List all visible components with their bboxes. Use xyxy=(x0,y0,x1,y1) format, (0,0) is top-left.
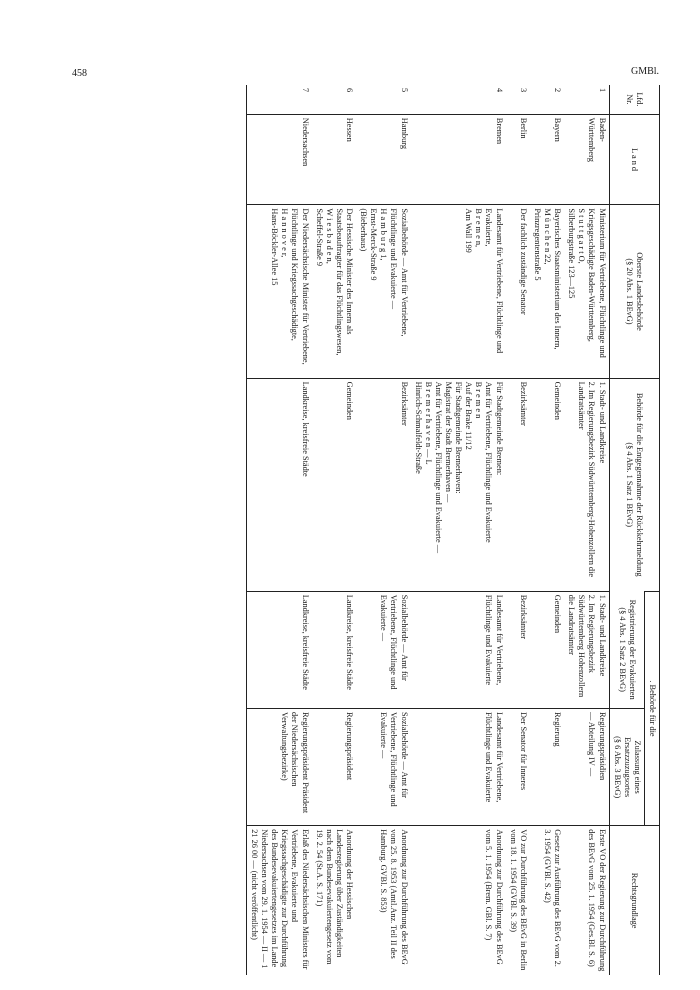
cell-zulassung: Regierungspräsident xyxy=(312,709,356,826)
cell-entgegen: Bezirksämter xyxy=(356,378,411,591)
header-oberste-landesbehoerde: Oberste Landesbehörde (§ 20 Abs. 1 BEvG) xyxy=(609,205,659,378)
header-rechtsgrundlage: Rechtsgrundlage xyxy=(609,826,659,975)
cell-rechtsgrundlage: Erste VO der Regierung zur Durchführung des BEvG vom 25. 1. 1954 (Ges.Bl. S. 6) xyxy=(564,826,609,975)
cell-rechtsgrundlage: VO zur Durchführung des BEvG in Berlin vom 18. 1. 1954 (GVBl. S. 39) xyxy=(506,826,530,975)
cell-land: Hessen xyxy=(312,114,356,205)
cell-entgegen: Landkreise, kreisfreie Städte xyxy=(246,378,311,591)
page-number: 458 xyxy=(72,68,87,79)
table-row xyxy=(356,85,411,975)
table-header xyxy=(609,85,659,975)
table-row xyxy=(246,85,311,975)
cell-zulassung: Regierung xyxy=(530,709,564,826)
cell-entgegen: Gemeinden xyxy=(312,378,356,591)
cell-zulassung: Regierungspräsidien — Abteilung IV — xyxy=(564,709,609,826)
table-row xyxy=(506,85,530,975)
cell-land: Bayern xyxy=(530,114,564,205)
cell-registrierung: Landesamt für Vertriebene, Flüchtlinge und Evakuierte xyxy=(411,591,506,708)
cell-rechtsgrundlage: Anordnung zur Durchführung des BEvG vom 5. 1. 1954 (Brem. GBl. S. 7) xyxy=(411,826,506,975)
table-row xyxy=(564,85,609,975)
cell-zulassung: Der Senator für Inneres xyxy=(506,709,530,826)
journal-abbreviation: GMBl. xyxy=(631,66,660,77)
cell-nr: 4 xyxy=(494,88,504,93)
cell-rechtsgrundlage: Anordnung der Hessischen Landesregierung über Zuständigkeiten nach dem Bundesevakuiertengesetz vom 19. 2. 54 (St.A. S. 171) xyxy=(312,826,356,975)
cell-nr: 5 xyxy=(399,88,409,93)
cell-registrierung: Sozialbehörde — Amt für Vertriebene, Flüchtlinge und Evakuierte — xyxy=(356,591,411,708)
cell-rechtsgrundlage: Anordnung zur Durchführung des BEvG vom 25. 8. 1953 (Amtl.Anz. Teil II des Hamburg. GVBl. S. 853) xyxy=(356,826,411,975)
cell-zulassung: Regierungspräsident Präsident der Niedersächsischen Verwaltungsbezirke) xyxy=(246,709,311,826)
cell-registrierung: Bezirksämter xyxy=(506,591,530,708)
header-land: L a n d xyxy=(609,114,659,205)
cell-nr: 3 xyxy=(518,88,528,93)
authorities-table xyxy=(246,85,660,975)
cell-zulassung: Landesamt für Vertriebene, Flüchtlinge und Evakuierte xyxy=(411,709,506,826)
header-behoerde-fuer-die: . Behörde für die xyxy=(644,591,659,825)
cell-rechtsgrundlage: Erlaß des Niedersächsischen Ministers für Vertriebene, Evakuierte und Kriegssachgeschädigte zur Durchführung des Bundesevakuiertengesetzes im Lande Niedersachsen vom 29. 1. 1954 — II — 1 21 26 00 — (nicht veröffentlicht) xyxy=(246,826,311,975)
cell-registrierung: Landkreise, kreisfreie Städte xyxy=(246,591,311,708)
cell-rechtsgrundlage: Gesetz zur Ausführung des BEvG vom 2. 3. 1954 (GVBl. S. 42) xyxy=(530,826,564,975)
cell-oberste: Bayerisches Staatsministerium des Innern, M ü n c h e n 22, Prinzregentenstraße 5 xyxy=(530,205,564,378)
cell-oberste: Sozialbehörde — Amt für Vertriebene, Flüchtlinge und Evakuierte — H a m b u r g 1, Ernst-Merck-Straße 9 (Bieberhaus) xyxy=(356,205,411,378)
header-lfd-nr: Lfd. Nr. xyxy=(609,85,659,114)
cell-registrierung: Gemeinden xyxy=(530,591,564,708)
cell-oberste: Der fachlich zuständige Senator xyxy=(506,205,530,378)
cell-zulassung: Sozialbehörde — Amt für Vertriebene, Flüchtlinge und Evakuierte — xyxy=(356,709,411,826)
header-entgegennahme: Behörde für die Entgegennahme der Rückkehrmeldung (§ 4 Abs. 1 Satz 1 BEvG) xyxy=(609,378,659,591)
cell-oberste: Der Niedersächsische Minister für Vertriebene, Flüchtlinge und Kriegssachgeschädigte, H a n n o v e r, Hans-Böckler-Allee 15 xyxy=(246,205,311,378)
table-row xyxy=(530,85,564,975)
table-row xyxy=(312,85,356,975)
cell-nr: 1 xyxy=(597,88,607,93)
cell-oberste: Landesamt für Vertriebene, Flüchtlinge und Evakuierte, B r e m e n, Am Wall 199 xyxy=(411,205,506,378)
cell-oberste: Ministerium für Vertriebene, Flüchtlinge und Kriegsgeschädigte Baden-Württemberg, S t u t t g a r t O, Silberburgstraße 123—125 xyxy=(564,205,609,378)
header-zulassung: Zulassung eines Ersatzzuzugsortes (§ 6 Abs. 3 BEvG) xyxy=(609,709,644,826)
cell-registrierung: 1. Stadt- und Landkreise 2. Im Regierungsbezirk Südwürttemberg Hohenzollern die Landratsämter xyxy=(564,591,609,708)
cell-entgegen: Gemeinden xyxy=(530,378,564,591)
rotated-table-container xyxy=(80,85,660,975)
cell-entgegen: Bezirksämter xyxy=(506,378,530,591)
cell-nr: 6 xyxy=(345,88,355,93)
cell-land: Baden- Württemberg xyxy=(564,114,609,205)
cell-nr: 7 xyxy=(246,85,311,114)
cell-entgegen: 1. Stadt- und Landkreise 2. Im Regierungsbezirk Südwürttemberg-Hohenzollern die Landratsämter xyxy=(564,378,609,591)
cell-land: Berlin xyxy=(506,114,530,205)
cell-land: Hamburg xyxy=(356,114,411,205)
cell-land: Niedersachsen xyxy=(246,114,311,205)
table-row xyxy=(411,85,506,975)
cell-entgegen: Für Stadtgemeinde Bremen: Amt für Vertriebene, Flüchtlinge und Evakuierte B r e m e n Auf der Brake 11/12 Für Stadtgemeinde Bremerhaven: Magistrat der Stadt Bremerhaven — Amt für Vertriebene, Flüchtlinge und Evakuierte — B r e m e r h a v e n — L Hinrich-Schmalfeldt-Straße xyxy=(411,378,506,591)
cell-registrierung: Landkreise, kreisfreie Städte xyxy=(312,591,356,708)
table-body xyxy=(246,85,609,975)
cell-oberste: Der Hessische Minister des Innern als Staatsbeauftragter für das Flüchtlingswesen, W i e s b a d e n, Scheffel-Straße 9 xyxy=(312,205,356,378)
cell-land: Bremen xyxy=(411,114,506,205)
header-registrierung: Registrierung der Evakuierten (§ 4 Abs. 1 Satz 2 BEvG) xyxy=(609,591,644,708)
cell-nr: 2 xyxy=(553,88,563,93)
